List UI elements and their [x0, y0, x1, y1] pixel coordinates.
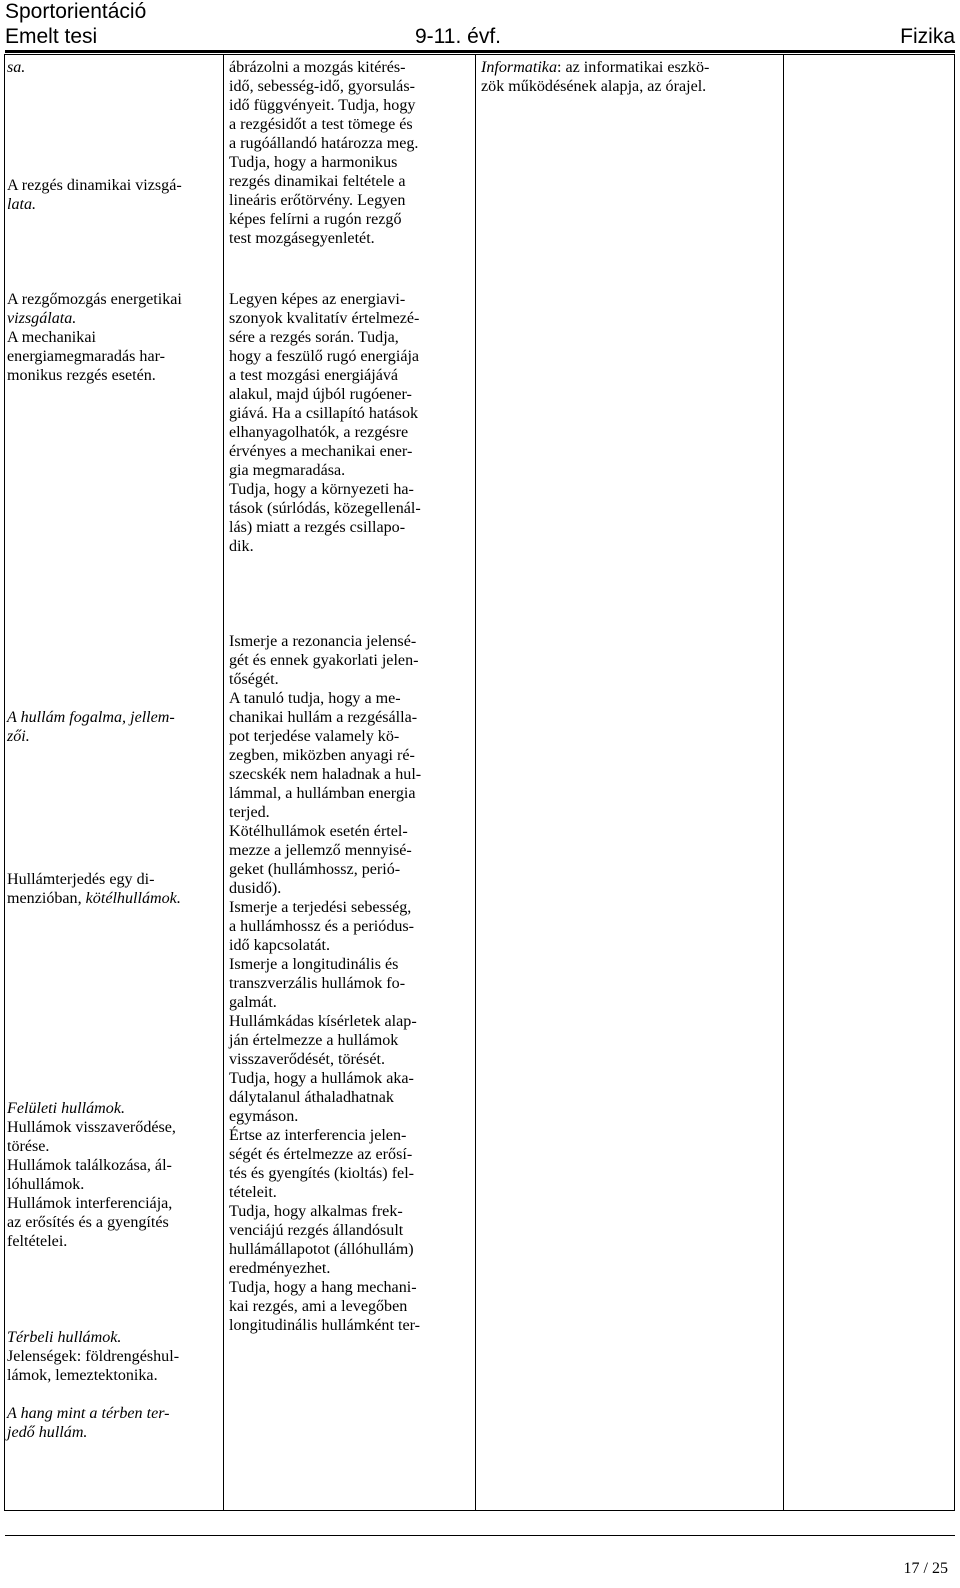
requirement-line: kai rezgés, ami a levegőben	[229, 1298, 408, 1315]
topic-line: energiamegmaradás har-	[7, 348, 165, 365]
topic-line: zői.	[7, 728, 30, 745]
topic-line: lámok, lemeztektonika.	[7, 1367, 158, 1384]
connection-line	[481, 58, 709, 77]
topic-block-wave-concept	[7, 708, 175, 746]
connection-subject: Informatika	[481, 59, 557, 76]
column-divider-1	[223, 55, 224, 1510]
topic-line: Hullámok találkozása, ál-	[7, 1157, 172, 1174]
requirement-line: tételeit.	[229, 1184, 277, 1201]
topic-block-spatial-waves	[7, 1328, 179, 1385]
requirement-line: egymáson.	[229, 1108, 299, 1125]
requirement-line: tőségét.	[229, 671, 279, 688]
topic-line: lóhullámok.	[7, 1176, 85, 1193]
requirement-line: Ismerje a terjedési sebesség,	[229, 899, 412, 916]
requirement-line: ábrázolni a mozgás kitérés-	[229, 59, 406, 76]
requirement-line: Hullámkádas kísérletek alap-	[229, 1013, 417, 1030]
requirement-line: dálytalanul áthaladhatnak	[229, 1089, 394, 1106]
footer-rule	[5, 1535, 955, 1536]
requirement-line: idő, sebesség-idő, gyorsulás-	[229, 78, 415, 95]
topic-line: lata.	[7, 196, 37, 213]
connection-line: zök működésének alapja, az órajel.	[481, 78, 707, 95]
requirement-line: Ismerje a longitudinális és	[229, 956, 399, 973]
topic-block-cont	[7, 58, 25, 77]
requirement-line: a rezgésidőt a test tömege és	[229, 116, 413, 133]
topic-line: törése.	[7, 1138, 50, 1155]
requirement-line: Legyen képes az energiavi-	[229, 291, 406, 308]
requirement-line: szecskék nem haladnak a hul-	[229, 766, 422, 783]
requirement-line: sére a rezgés során. Tudja,	[229, 329, 399, 346]
requirement-line: eredményezhet.	[229, 1260, 331, 1277]
topic-line: Hullámok visszaverődése,	[7, 1119, 176, 1136]
topic-line: Hullámterjedés egy di-	[7, 871, 155, 888]
requirement-line: geket (hullámhossz, perió-	[229, 861, 401, 878]
topic-block-energy	[7, 290, 182, 385]
requirement-line: alakul, majd újból rugóener-	[229, 386, 412, 403]
requirements-block-3	[229, 632, 421, 1335]
requirement-line: dik.	[229, 538, 254, 555]
column-divider-2	[475, 55, 476, 1510]
column-divider-3	[783, 55, 784, 1510]
header-rule	[5, 50, 955, 53]
topic-line: Térbeli hullámok.	[7, 1329, 122, 1346]
requirement-line: a hullámhossz és a periódus-	[229, 918, 415, 935]
requirement-line: lás) miatt a rezgés csillapo-	[229, 519, 406, 536]
topic-line: A hang mint a térben ter-	[7, 1405, 170, 1422]
requirement-line: longitudinális hullámként ter-	[229, 1317, 420, 1334]
requirements-block-1	[229, 58, 418, 248]
requirement-line: a rugóállandó határozza meg.	[229, 135, 419, 152]
topic-block-sound	[7, 1404, 170, 1442]
topic-line: Jelenségek: földrengéshul-	[7, 1348, 180, 1365]
topic-line: sa.	[7, 59, 26, 76]
topic-line: A rezgőmozgás energetikai	[7, 291, 182, 308]
topic-line: az erősítés és a gyengítés	[7, 1214, 169, 1231]
requirement-line: galmát.	[229, 994, 277, 1011]
document-title: Sportorientáció	[5, 0, 147, 23]
requirement-line: ségét és értelmezze az erősí-	[229, 1146, 413, 1163]
requirement-line: idő függvényeit. Tudja, hogy	[229, 97, 416, 114]
course-name: Emelt tesi	[5, 25, 98, 48]
requirement-line: a test mozgási energiájává	[229, 367, 399, 384]
requirement-line: idő kapcsolatát.	[229, 937, 331, 954]
connection-text: : az informatikai eszkö-	[557, 59, 710, 76]
requirement-line: Ismerje a rezonancia jelensé-	[229, 633, 417, 650]
requirement-line: Értse az interferencia jelen-	[229, 1127, 407, 1144]
requirement-line: giává. Ha a csillapító hatások	[229, 405, 419, 422]
topic-block-dynamics	[7, 176, 182, 214]
requirement-line: hullámállapotot (állóhullám)	[229, 1241, 414, 1258]
requirement-line: ján értelmezze a hullámok	[229, 1032, 399, 1049]
requirement-line: visszaverődését, törését.	[229, 1051, 385, 1068]
requirement-line: képes felírni a rugón rezgő	[229, 211, 402, 228]
requirement-line: Tudja, hogy alkalmas frek-	[229, 1203, 403, 1220]
requirement-line: tés és gyengítés (kioltás) fel-	[229, 1165, 415, 1182]
topic-line: feltételei.	[7, 1233, 68, 1250]
requirement-line: lámmal, a hullámban energia	[229, 785, 416, 802]
topic-line: A rezgés dinamikai vizsgá-	[7, 177, 182, 194]
requirement-line: zegben, miközben anyagi ré-	[229, 747, 415, 764]
topic-line: Felületi hullámok.	[7, 1100, 125, 1117]
page-number: 17 / 25	[903, 1560, 948, 1577]
requirement-line: lineáris erőtörvény. Legyen	[229, 192, 406, 209]
topic-line: A hullám fogalma, jellem-	[7, 709, 175, 726]
requirement-line: terjed.	[229, 804, 270, 821]
requirements-block-2	[229, 290, 421, 556]
requirement-line: gia megmaradása.	[229, 462, 346, 479]
requirement-line: tások (súrlódás, közegellenál-	[229, 500, 421, 517]
requirement-line: chanikai hullám a rezgésálla-	[229, 709, 418, 726]
topic-line: Hullámok interferenciája,	[7, 1195, 173, 1212]
requirement-line: mezze a jellemző mennyisé-	[229, 842, 412, 859]
topic-line: monikus rezgés esetén.	[7, 367, 156, 384]
requirement-line: transzverzális hullámok fo-	[229, 975, 406, 992]
topic-block-surface-waves	[7, 1099, 176, 1251]
grade-range: 9-11. évf.	[415, 25, 501, 48]
requirement-line: A tanuló tudja, hogy a me-	[229, 690, 401, 707]
requirement-line: test mozgásegyenletét.	[229, 230, 375, 247]
topic-line	[7, 889, 181, 908]
requirement-line: dusidő).	[229, 880, 282, 897]
topic-text: menzióban,	[7, 890, 86, 907]
requirement-line: gét és ennek gyakorlati jelen-	[229, 652, 419, 669]
curriculum-table	[4, 54, 955, 1511]
requirement-line: elhanyagolhatók, a rezgésre	[229, 424, 409, 441]
requirement-line: Tudja, hogy a harmonikus	[229, 154, 398, 171]
connections-block	[481, 58, 709, 96]
topic-text-italic: kötélhullámok.	[85, 890, 181, 907]
requirement-line: hogy a feszülő rugó energiája	[229, 348, 420, 365]
requirement-line: Tudja, hogy a környezeti ha-	[229, 481, 414, 498]
subject-name: Fizika	[900, 25, 955, 48]
topic-line: A mechanikai	[7, 329, 96, 346]
requirement-line: pot terjedése valamely kö-	[229, 728, 400, 745]
topic-block-1d-waves	[7, 870, 181, 908]
requirement-line: Tudja, hogy a hullámok aka-	[229, 1070, 414, 1087]
requirement-line: rezgés dinamikai feltétele a	[229, 173, 406, 190]
topic-line: vizsgálata.	[7, 310, 77, 327]
requirement-line: Kötélhullámok esetén értel-	[229, 823, 408, 840]
topic-line: jedő hullám.	[7, 1424, 88, 1441]
requirement-line: érvényes a mechanikai ener-	[229, 443, 413, 460]
requirement-line: szonyok kvalitatív értelmezé-	[229, 310, 420, 327]
requirement-line: Tudja, hogy a hang mechani-	[229, 1279, 417, 1296]
header-line	[5, 24, 955, 50]
requirement-line: venciájú rezgés állandósult	[229, 1222, 404, 1239]
